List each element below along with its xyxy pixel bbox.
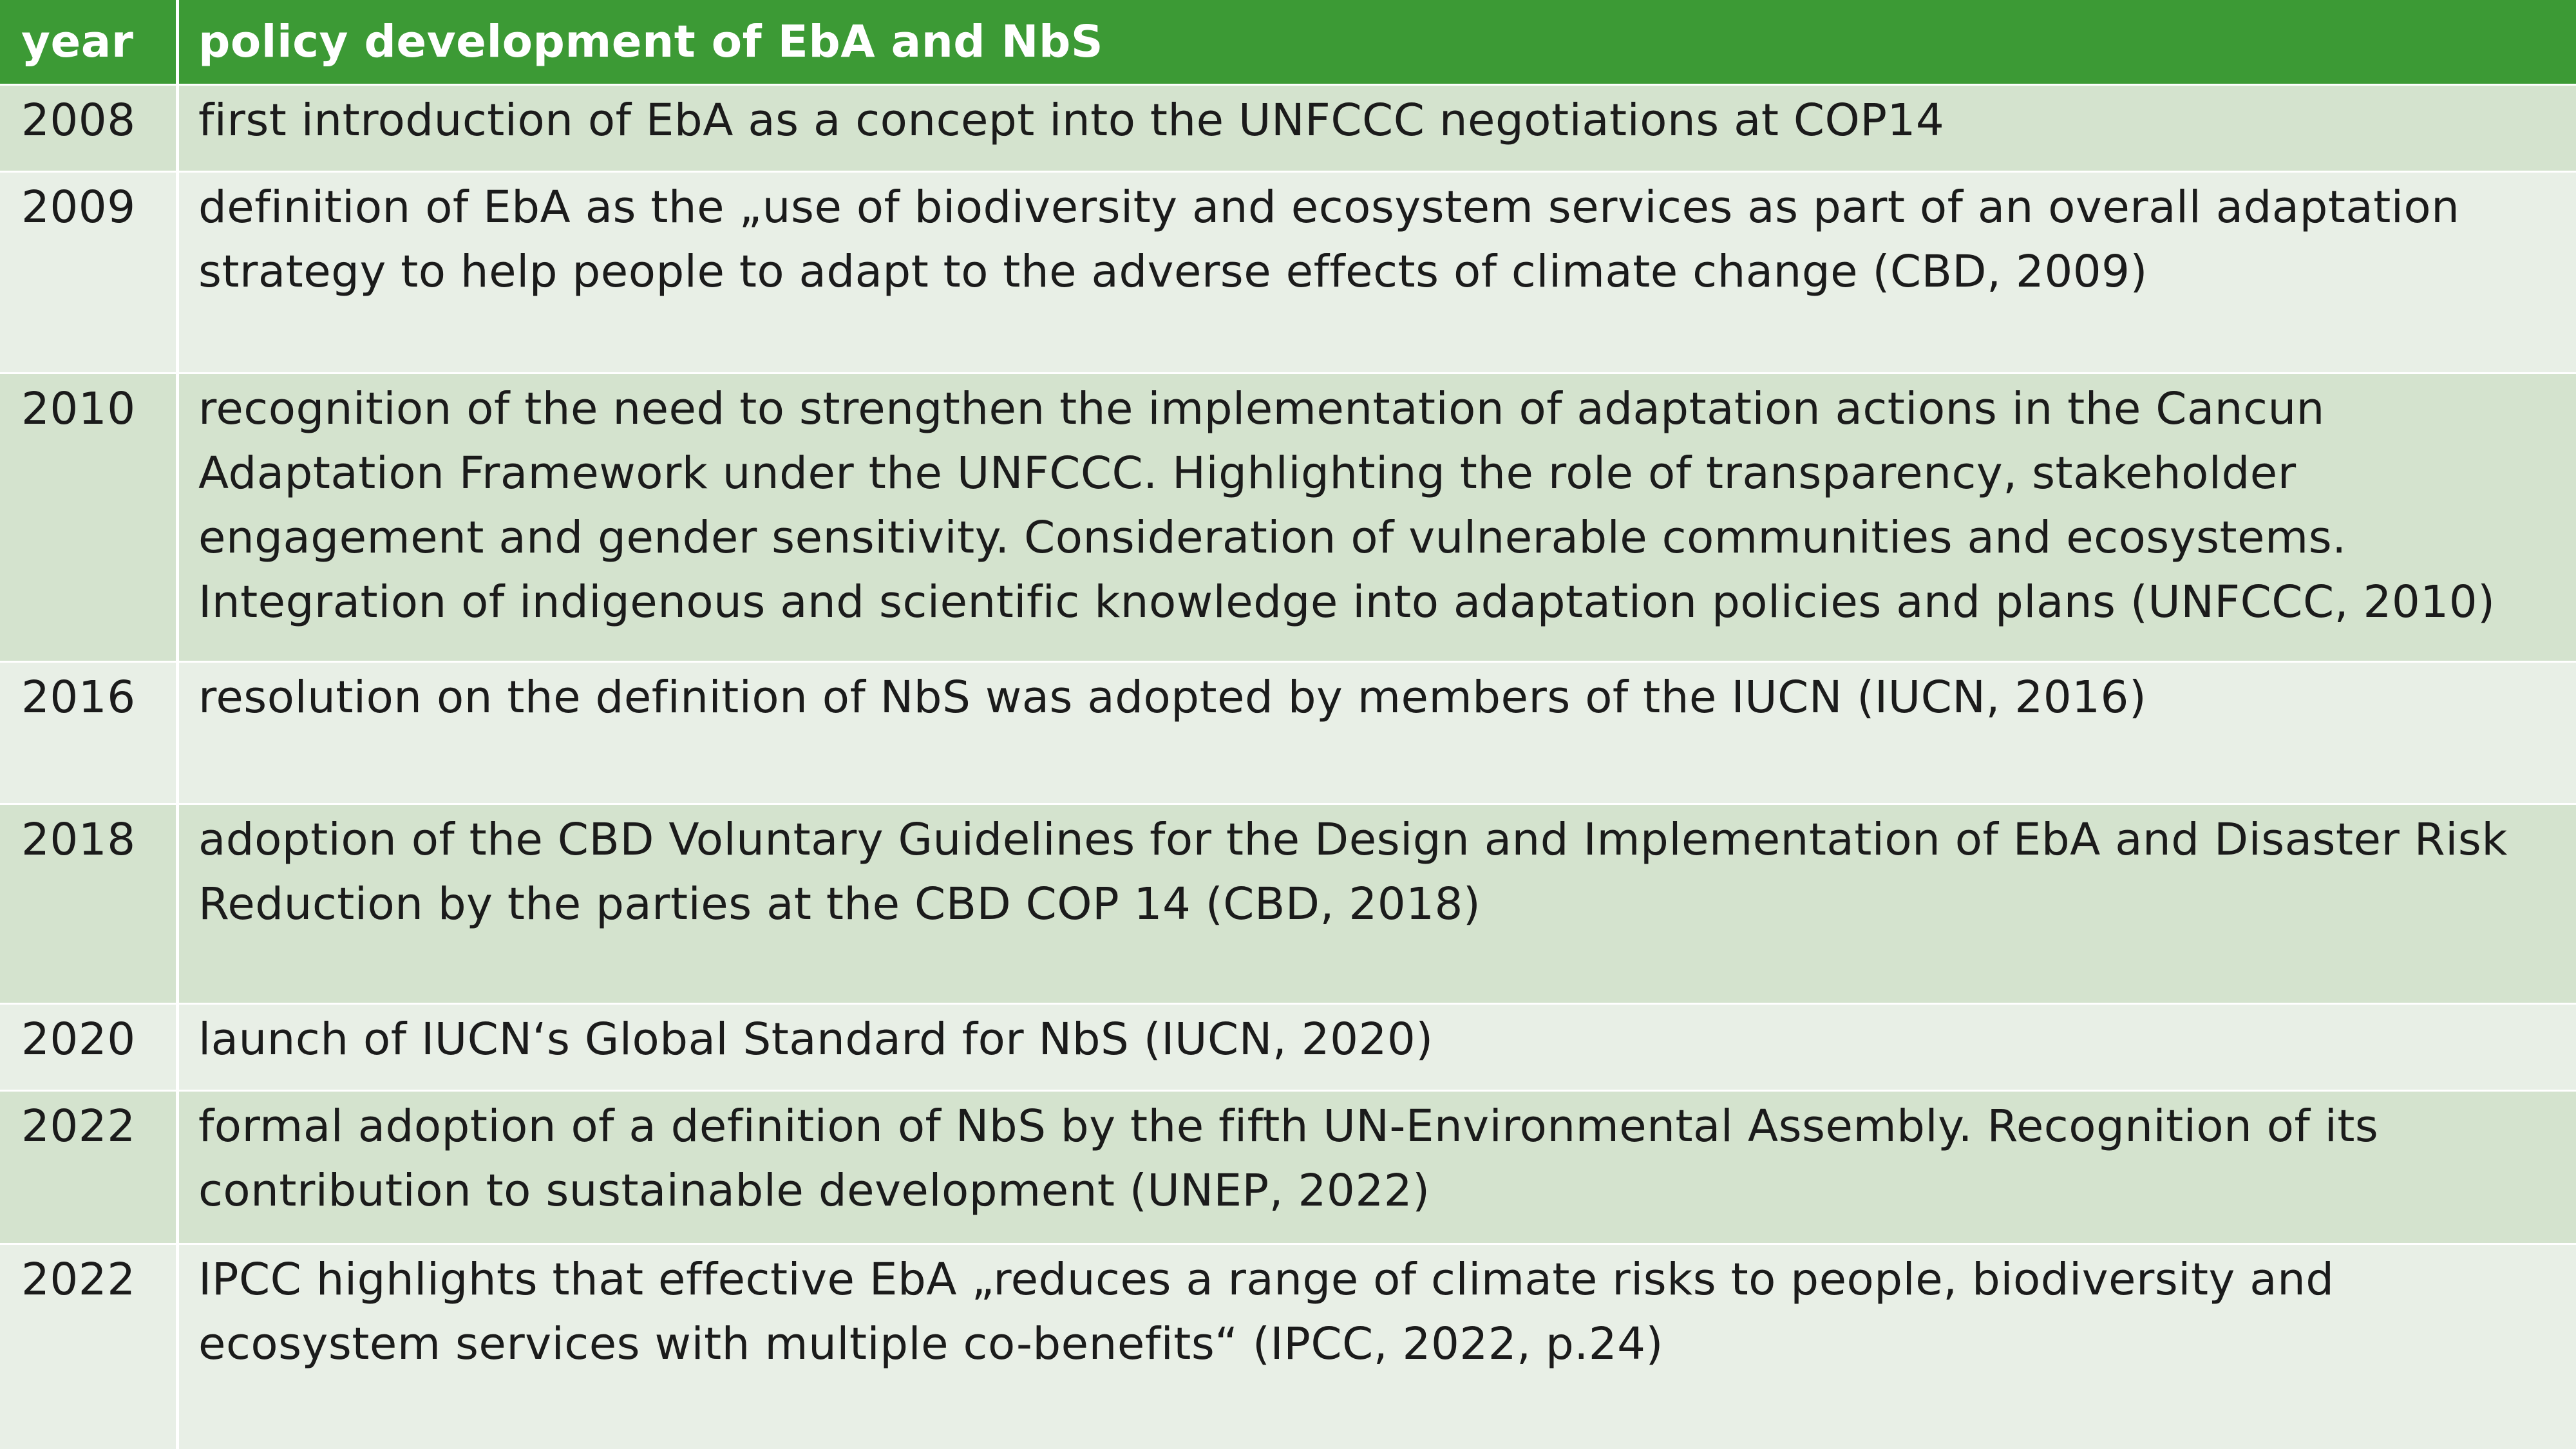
table-row — [0, 805, 2576, 1003]
row-year: 2010 — [0, 374, 179, 661]
row-text: launch of IUCN‘s Global Standard for NbS (IUCN, 2020) — [198, 1014, 1434, 1065]
row-year: 2020 — [0, 1005, 179, 1090]
row-text: IPCC highlights that effective EbA „reduces a range of climate risks to people, biodiversity and ecosystem services with multiple co-benefits“ (IPCC, 2022, p.24) — [198, 1254, 2334, 1370]
row-year: 2018 — [0, 805, 179, 1003]
header-policy: policy development of EbA and NbS — [198, 16, 1104, 68]
table-row — [0, 663, 2576, 803]
row-year: 2022 — [0, 1245, 179, 1449]
table-row — [0, 1245, 2576, 1449]
table-row — [0, 1092, 2576, 1243]
row-year: 2008 — [0, 86, 179, 171]
row-year: 2009 — [0, 173, 179, 372]
row-text: adoption of the CBD Voluntary Guidelines for the Design and Implementation of EbA and Disaster Risk Reduction by the parties at the CBD COP 14 (CBD, 2018) — [198, 814, 2508, 930]
row-text: definition of EbA as the „use of biodiversity and ecosystem services as part of an overall adaptation strategy to help people to adapt to the adverse effects of climate change (CBD, 2009) — [198, 182, 2460, 298]
row-text: recognition of the need to strengthen the implementation of adaptation actions in the Cancun Adaptation Framework under the UNFCCC. Highlighting the role of transparency, stakeholder engagement and gender sensitivity. Consideration of vulnerable communities and ecosystems. Integration of indigenous and scientific knowledge into adaptation policies and plans (UNFCCC, 2010) — [198, 383, 2496, 628]
table-row — [0, 1005, 2576, 1090]
table-row — [0, 86, 2576, 171]
table-row — [0, 173, 2576, 372]
row-year: 2022 — [0, 1092, 179, 1243]
row-text: first introduction of EbA as a concept into the UNFCCC negotiations at COP14 — [198, 95, 1945, 146]
table-header — [0, 0, 2576, 84]
row-text: formal adoption of a definition of NbS by the fifth UN-Environmental Assembly. Recognition of its contribution to sustainable development (UNEP, 2022) — [198, 1101, 2379, 1217]
header-year: year — [0, 0, 179, 84]
table-row — [0, 374, 2576, 661]
row-text: resolution on the definition of NbS was adopted by members of the IUCN (IUCN, 2016) — [198, 672, 2147, 723]
row-year: 2016 — [0, 663, 179, 803]
